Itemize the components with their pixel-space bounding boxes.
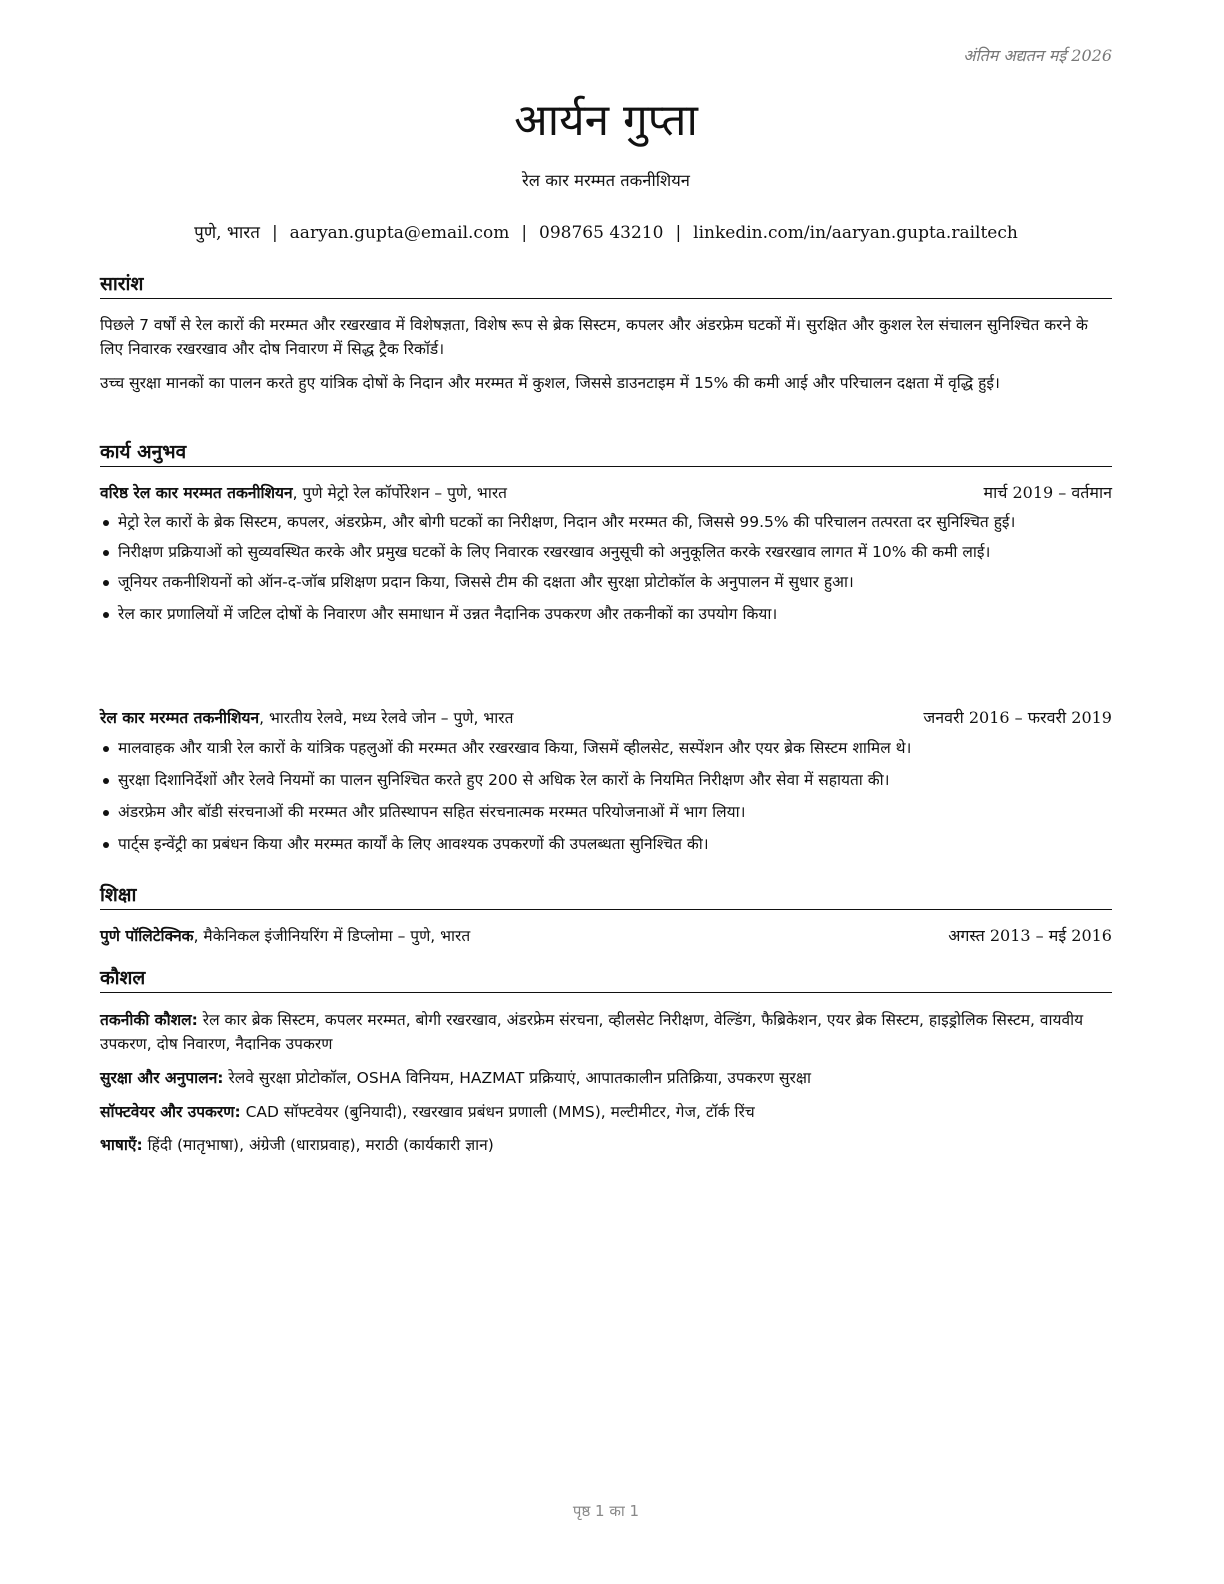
section-heading-summary: सारांश [100,270,1112,299]
skill-line [100,1066,1112,1090]
contact-location: पुणे, भारत [194,223,260,243]
job-title: रेल कार मरम्मत तकनीशियन [522,171,690,190]
resume-page [100,0,1112,1584]
contact-linkedin[interactable]: linkedin.com/in/aaryan.gupta.railtech [693,223,1018,243]
skill-line [100,1100,1112,1124]
education-detail: , मैकेनिकल इंजीनियरिंग में डिप्लोमा – पुणे, भारत [193,927,471,945]
section-heading-skills: कौशल [100,964,1112,993]
job-bullet: निरीक्षण प्रक्रियाओं को सुव्यवस्थित करके और प्रमुख घटकों के लिए निवारक रखरखाव अनुसूची को अनुकूलित करके रखरखाव लागत में 10% की कमी लाई। [100,540,1112,564]
job-org: , पुणे मेट्रो रेल कॉर्पोरेशन – पुणे, भारत [292,484,508,502]
job-dates: जनवरी 2016 – फरवरी 2019 [923,708,1112,727]
page-number: पृष्ठ 1 का 1 [572,1502,640,1520]
skill-value: रेल कार ब्रेक सिस्टम, कपलर मरम्मत, बोगी रखरखाव, अंडरफ्रेम संरचना, व्हीलसेट निरीक्षण, वेल्डिंग, फैब्रिकेशन, एयर ब्रेक सिस्टम, हाइड्रोलिक सिस्टम, वायवीय उपकरण, दोष निवारण, नैदानिक उपकरण [100,1011,1084,1053]
contact-separator: | [675,223,682,243]
summary-paragraph: पिछले 7 वर्षों से रेल कारों की मरम्मत और रखरखाव में विशेषज्ञता, विशेष रूप से ब्रेक सिस्टम, कपलर और अंडरफ्रेम घटकों में। सुरक्षित और कुशल रेल संचालन सुनिश्चित करने के लिए निवारक रखरखाव और दोष निवारण में सिद्ध ट्रैक रिकॉर्ड। [100,316,1088,358]
section-heading-experience: कार्य अनुभव [100,438,1112,467]
skill-label: सुरक्षा और अनुपालन: [100,1069,224,1087]
job-bullet-list [100,510,1112,626]
job-bullet: सुरक्षा दिशानिर्देशों और रेलवे नियमों का पालन सुनिश्चित करते हुए 200 से अधिक रेल कारों के नियमित निरीक्षण और सेवा में सहायता की। [100,768,1112,792]
skill-label: तकनीकी कौशल: [100,1011,198,1029]
contact-line [100,220,1112,243]
last-updated: अंतिम अद्यतन मई 2026 [963,46,1112,65]
job-entry-header [100,481,1112,505]
skill-value: हिंदी (मातृभाषा), अंग्रेजी (धाराप्रवाह), मराठी (कार्यकारी ज्ञान) [142,1136,494,1154]
skill-value: CAD सॉफ्टवेयर (बुनियादी), रखरखाव प्रबंधन प्रणाली (MMS), मल्टीमीटर, गेज, टॉर्क रिंच [240,1103,755,1121]
job-bullet: अंडरफ्रेम और बॉडी संरचनाओं की मरम्मत और प्रतिस्थापन सहित संरचनात्मक मरम्मत परियोजनाओं में भाग लिया। [100,800,1112,824]
job-bullet: पार्ट्स इन्वेंट्री का प्रबंधन किया और मरम्मत कार्यों के लिए आवश्यक उपकरणों की उपलब्धता सुनिश्चित की। [100,832,1112,856]
skill-label: भाषाएँ: [100,1136,143,1154]
contact-separator: | [271,223,278,243]
job-dates: मार्च 2019 – वर्तमान [983,483,1112,502]
contact-phone: 098765 43210 [539,223,664,243]
education-institution: पुणे पॉलिटेक्निक [100,927,194,945]
contact-email[interactable]: aaryan.gupta@email.com [289,223,510,243]
summary-paragraph: उच्च सुरक्षा मानकों का पालन करते हुए यांत्रिक दोषों के निदान और मरम्मत में कुशल, जिससे डाउनटाइम में 15% की कमी आई और परिचालन दक्षता में वृद्धि हुई। [100,374,1000,392]
job-bullet: मेट्रो रेल कारों के ब्रेक सिस्टम, कपलर, अंडरफ्रेम, और बोगी घटकों का निरीक्षण, निदान और मरम्मत की, जिससे 99.5% की परिचालन तत्परता दर सुनिश्चित हुई। [100,510,1112,534]
section-heading-education: शिक्षा [100,881,1112,910]
job-role: वरिष्ठ रेल कार मरम्मत तकनीशियन [100,484,293,502]
job-bullet: रेल कार प्रणालियों में जटिल दोषों के निवारण और समाधान में उन्नत नैदानिक उपकरण और तकनीकों का उपयोग किया। [100,602,1112,626]
contact-separator: | [521,223,528,243]
job-bullet-list [100,736,1112,856]
job-org: , भारतीय रेलवे, मध्य रेलवे जोन – पुणे, भारत [259,709,514,727]
skill-line [100,1008,1112,1056]
job-bullet: जूनियर तकनीशियनों को ऑन-द-जॉब प्रशिक्षण प्रदान किया, जिससे टीम की दक्षता और सुरक्षा प्रोटोकॉल के अनुपालन में सुधार हुआ। [100,570,1112,594]
skill-value: रेलवे सुरक्षा प्रोटोकॉल, OSHA विनियम, HAZMAT प्रक्रियाएं, आपातकालीन प्रतिक्रिया, उपकरण सुरक्षा [223,1069,811,1087]
education-entry [100,924,1112,948]
job-entry-header [100,706,1112,730]
job-bullet: मालवाहक और यात्री रेल कारों के यांत्रिक पहलुओं की मरम्मत और रखरखाव किया, जिसमें व्हीलसेट, सस्पेंशन और एयर ब्रेक सिस्टम शामिल थे। [100,736,1112,760]
candidate-name: आर्यन गुप्ता [514,95,698,146]
job-role: रेल कार मरम्मत तकनीशियन [100,709,260,727]
skill-label: सॉफ्टवेयर और उपकरण: [100,1103,241,1121]
skill-line [100,1133,1112,1157]
education-dates: अगस्त 2013 – मई 2016 [948,926,1112,945]
